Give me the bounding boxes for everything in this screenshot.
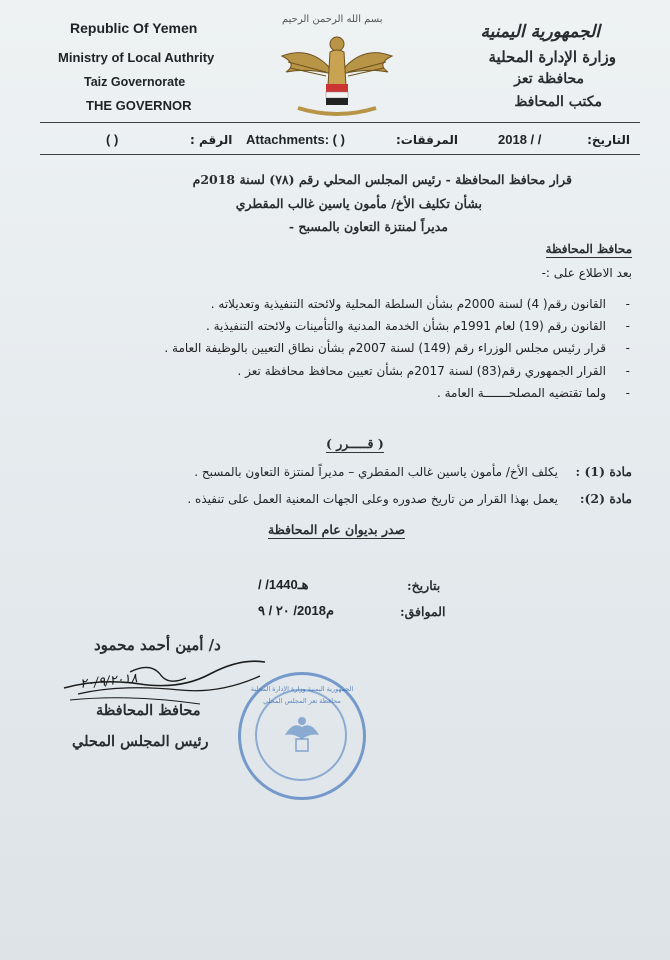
list-item: القانون رقم( 4) لسنة 2000م بشأن السلطة المحلية ولائحته التنفيذية وتعديلاته . — [210, 297, 606, 311]
decision-subject: بشأن تكليف الأخ/ مأمون ياسين غالب المقطري — [235, 196, 482, 211]
header-en-governorate: Taiz Governorate — [84, 75, 186, 89]
stamp-text: الجمهورية اليمنية وزارة الإدارة المحلية محافظة تعز المجلس المحلي — [250, 685, 354, 705]
after-review-label: بعد الاطلاع على :- — [541, 266, 632, 280]
header-ar-country: الجمهورية اليمنية — [480, 22, 600, 42]
ref-date-label: التاريخ: — [587, 133, 630, 147]
header-ar-governorate: محافظة تعز — [514, 71, 584, 87]
list-item: القانون رقم (19) لعام 1991م بشأن الخدمة المدنية والتأمينات ولائحته التنفيذية . — [205, 319, 606, 333]
article-2-label: مادة (2): — [579, 491, 632, 506]
top-divider — [40, 122, 640, 123]
yemen-eagle-emblem-icon — [278, 28, 396, 120]
attachments-ar: المرفقات: — [396, 133, 458, 147]
issued-at: صدر بديوان عام المحافظة — [268, 522, 406, 537]
article-1-label: مادة (1) : — [575, 464, 632, 479]
basmala: بسم الله الرحمن الرحيم — [282, 14, 383, 25]
attachments-en: Attachments: ( ) — [246, 132, 345, 147]
header-en-ministry: Ministry of Local Authrity — [58, 50, 215, 65]
bullet-dash: - — [625, 364, 630, 378]
hijri-date-label: بتاريخ: — [407, 578, 441, 593]
decision-title: قرار محافظ المحافظة - رئيس المجلس المحلي رقم (٧٨) لسنة 2018م — [192, 172, 572, 187]
bullet-dash: - — [625, 319, 630, 333]
hijri-date-value: / /1440هـ — [258, 577, 309, 592]
signatory-title-council: رئيس المجلس المحلي — [72, 733, 209, 750]
greg-date-value: ٢٠ / ٩ /2018م — [258, 603, 335, 618]
signatory-name: د/ أمين أحمد محمود — [94, 636, 221, 654]
ref-number-value: ( ) — [106, 132, 119, 147]
header-en-office: THE GOVERNOR — [86, 98, 192, 113]
bullet-dash: - — [625, 386, 630, 400]
header-en-country: Republic Of Yemen — [70, 20, 198, 36]
ref-divider — [40, 154, 640, 155]
bullet-dash: - — [625, 341, 630, 355]
header-ar-office: مكتب المحافظ — [514, 94, 602, 110]
signatory-title-governor: محافظ المحافظة — [96, 702, 201, 719]
article-2-text: يعمل بهذا القرار من تاريخ صدوره وعلى الجهات المعنية العمل على تنفيذه . — [187, 492, 558, 506]
decision-subject-line2: مديراً لمنتزة التعاون بالمسبح - — [288, 219, 448, 234]
list-item: القرار الجمهوري رقم(83) لسنة 2017م بشأن تعيين محافظ محافظة تعز . — [237, 364, 606, 378]
official-stamp — [238, 672, 366, 800]
decided-heading: ( قـــــرر ) — [326, 436, 384, 451]
governor-heading: محافظ المحافظة — [545, 242, 632, 256]
handwritten-date: ٢٠/٩/٢٠١٨ — [79, 671, 139, 692]
ref-number-label: الرقم : — [190, 133, 233, 147]
header-ar-ministry: وزارة الإدارة المحلية — [488, 48, 616, 66]
article-1-text: يكلف الأخ/ مأمون ياسين غالب المقطري – مديراً لمنتزة التعاون بالمسبح . — [194, 465, 558, 479]
list-item: ولما تقتضيه المصلحـــــــة العامة . — [436, 386, 606, 400]
greg-date-label: الموافق: — [400, 604, 446, 619]
ref-date-value: 2018 / / — [498, 132, 542, 147]
bullet-dash: - — [625, 297, 630, 311]
list-item: قرار رئيس مجلس الوزراء رقم (149) لسنة 2007م بشأن نطاق التعيين بالوظيفة العامة . — [164, 341, 606, 355]
